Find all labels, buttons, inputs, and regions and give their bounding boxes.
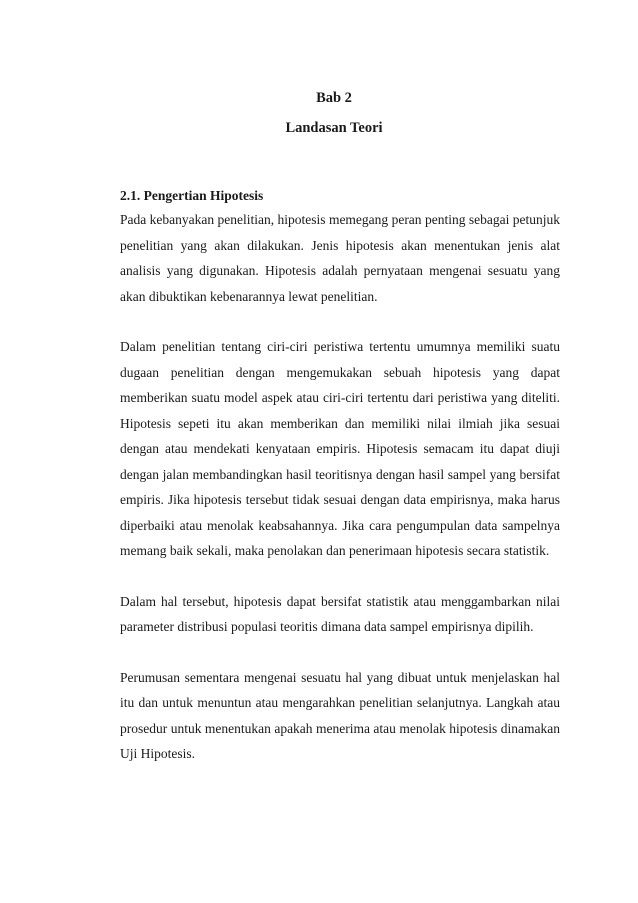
chapter-number: Bab 2 (316, 90, 352, 106)
paragraph: Perumusan sementara mengenai sesuatu hal yang dibuat untuk menjelaskan hal itu dan untuk menuntun atau mengarahkan penelitian selanjutnya. Langkah atau prosedur untuk menentukan apakah menerima atau menolak hipotesis dinamakan Uji Hipotesis. (120, 669, 560, 761)
paragraph: Dalam hal tersebut, hipotesis dapat bersifat statistik atau menggambarkan nilai parameter distribusi populasi teoritis dimana data sampel empirisnya dipilih. (120, 593, 560, 634)
document-body (120, 185, 560, 767)
paragraph: Pada kebanyakan penelitian, hipotesis memegang peran penting sebagai petunjuk penelitian yang akan dilakukan. Jenis hipotesis akan menentukan jenis alat analisis yang digunakan. Hipotesis adalah pernyataan mengenai sesuatu yang akan dibuktikan kebenarannya lewat penelitian. (120, 212, 560, 304)
chapter-title: Landasan Teori (285, 120, 383, 136)
paragraph: Dalam penelitian tentang ciri-ciri peristiwa tertentu umumnya memiliki suatu dugaan penelitian dengan mengemukakan sebuah hipotesis yang dapat memberikan suatu model aspek atau ciri-ciri tertentu dari peristiwa yang diteliti. Hipotesis sepeti itu akan memberikan dan memiliki nilai ilmiah jika sesuai dengan atau mendekati kenyataan empiris. Hipotesis semacam itu dapat diuji dengan jalan membandingkan hasil teoritisnya dengan hasil sampel yang bersifat empiris. Jika hipotesis tersebut tidak sesuai dengan data empirisnya, maka harus diperbaiki atau menolak keabsahannya. Jika cara pengumpulan data sampelnya memang baik sekali, maka penolakan dan penerimaan hipotesis secara statistik. (120, 339, 560, 558)
section-heading: 2.1. Pengertian Hipotesis (120, 188, 264, 203)
